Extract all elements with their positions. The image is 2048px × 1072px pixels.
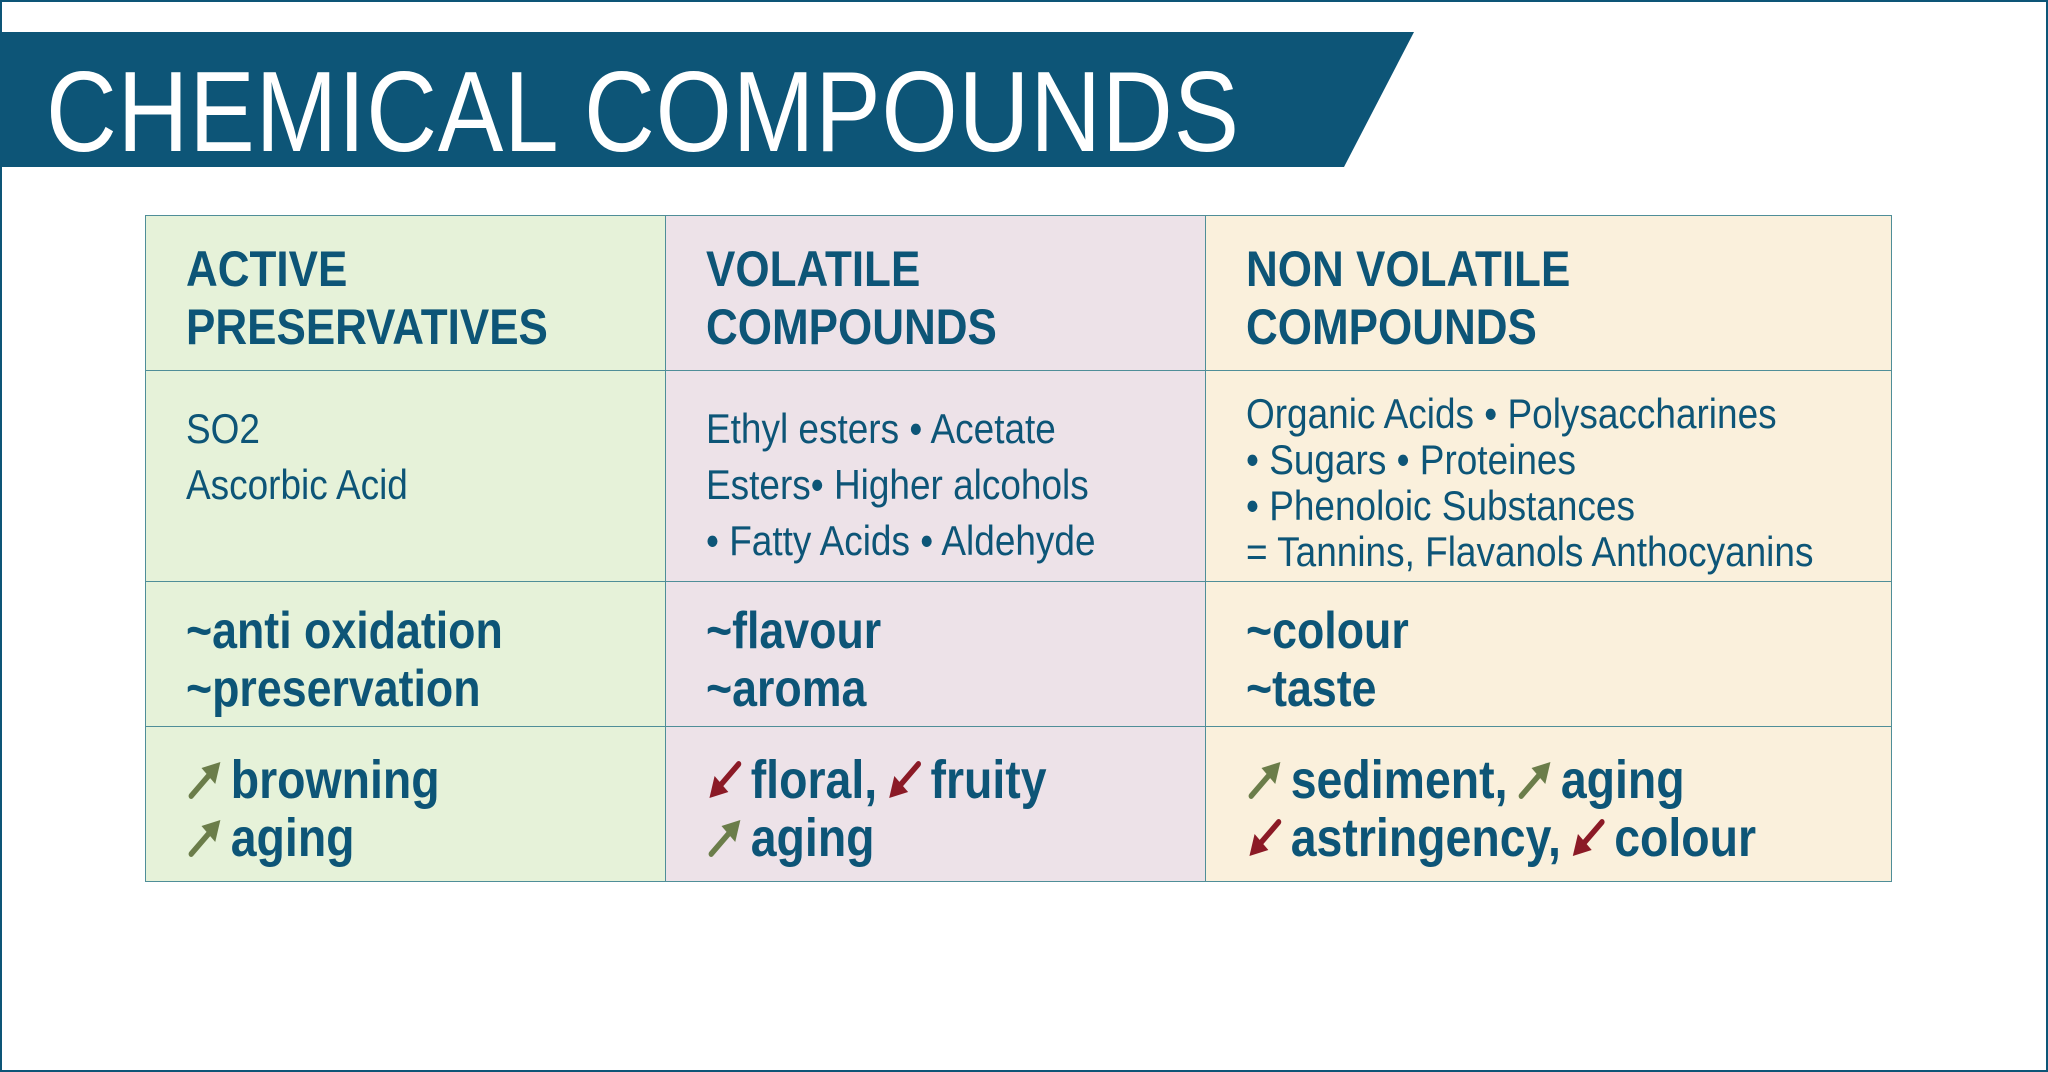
trend-text: aging: [1560, 750, 1685, 810]
trend-text: astringency,: [1290, 808, 1561, 868]
trend-text: aging: [230, 808, 355, 868]
header-line: PRESERVATIVES: [186, 299, 548, 355]
header-line: VOLATILE: [706, 241, 921, 297]
trend-line: [186, 751, 598, 809]
arrow-up-icon: [186, 758, 224, 802]
ingredients-cell: [1206, 371, 1892, 582]
ingredient-text: • Sugars • Proteines: [1246, 436, 1576, 483]
trend-text: aging: [750, 808, 875, 868]
trends-cell: [146, 727, 666, 882]
ingredients-cell: [146, 371, 666, 582]
property-text: ~aroma: [706, 660, 867, 718]
ingredient-text: Ascorbic Acid: [186, 461, 408, 508]
ingredient-text: Ethyl esters • Acetate: [706, 405, 1056, 452]
trend-text: sediment,: [1290, 750, 1508, 810]
property-text: ~taste: [1246, 660, 1377, 718]
header-line: COMPOUNDS: [1246, 299, 1537, 355]
trend-text: browning: [230, 750, 440, 810]
header-cell-active-preservatives: [146, 216, 666, 371]
arrow-up-icon: [186, 816, 224, 860]
trends-cell: [1206, 727, 1892, 882]
property-text: ~preservation: [186, 660, 481, 718]
ingredients-cell: [666, 371, 1206, 582]
property-text: ~colour: [1246, 602, 1409, 660]
header-line: COMPOUNDS: [706, 299, 997, 355]
arrow-down-icon: [886, 758, 924, 802]
trend-text: floral,: [750, 750, 878, 810]
trend-text: fruity: [930, 750, 1047, 810]
property-text: ~anti oxidation: [186, 602, 503, 660]
arrow-down-icon: [1246, 816, 1284, 860]
ingredients-row: [146, 371, 1892, 582]
arrow-up-icon: [1246, 758, 1284, 802]
arrow-down-icon: [706, 758, 744, 802]
arrow-up-icon: [1516, 758, 1554, 802]
properties-cell: [1206, 582, 1892, 727]
compounds-table: [145, 215, 1892, 882]
title-banner: [2, 32, 1414, 176]
trend-line: [1246, 809, 1801, 867]
trend-line: [706, 809, 1135, 867]
trend-text: colour: [1614, 808, 1757, 868]
trends-row: [146, 727, 1892, 882]
properties-cell: [146, 582, 666, 727]
ingredient-text: Organic Acids • Polysaccharines: [1246, 390, 1777, 437]
arrow-up-icon: [706, 816, 744, 860]
trend-line: [186, 809, 598, 867]
arrow-down-icon: [1569, 816, 1607, 860]
ingredient-text: = Tannins, Flavanols Anthocyanins: [1246, 528, 1814, 575]
properties-row: [146, 582, 1892, 727]
properties-cell: [666, 582, 1206, 727]
ingredient-text: Esters• Higher alcohols: [706, 461, 1089, 508]
page-title: CHEMICAL COMPOUNDS: [46, 49, 1240, 176]
header-cell-non-volatile-compounds: [1206, 216, 1892, 371]
ingredient-text: SO2: [186, 405, 260, 452]
header-line: ACTIVE: [186, 241, 348, 297]
trends-cell: [666, 727, 1206, 882]
ingredient-text: • Phenoloic Substances: [1246, 482, 1635, 529]
header-cell-volatile-compounds: [666, 216, 1206, 371]
header-line: NON VOLATILE: [1246, 241, 1571, 297]
ingredient-text: • Fatty Acids • Aldehyde: [706, 517, 1096, 564]
header-row: [146, 216, 1892, 371]
trend-line: [1246, 751, 1801, 809]
property-text: ~flavour: [706, 602, 882, 660]
trend-line: [706, 751, 1135, 809]
